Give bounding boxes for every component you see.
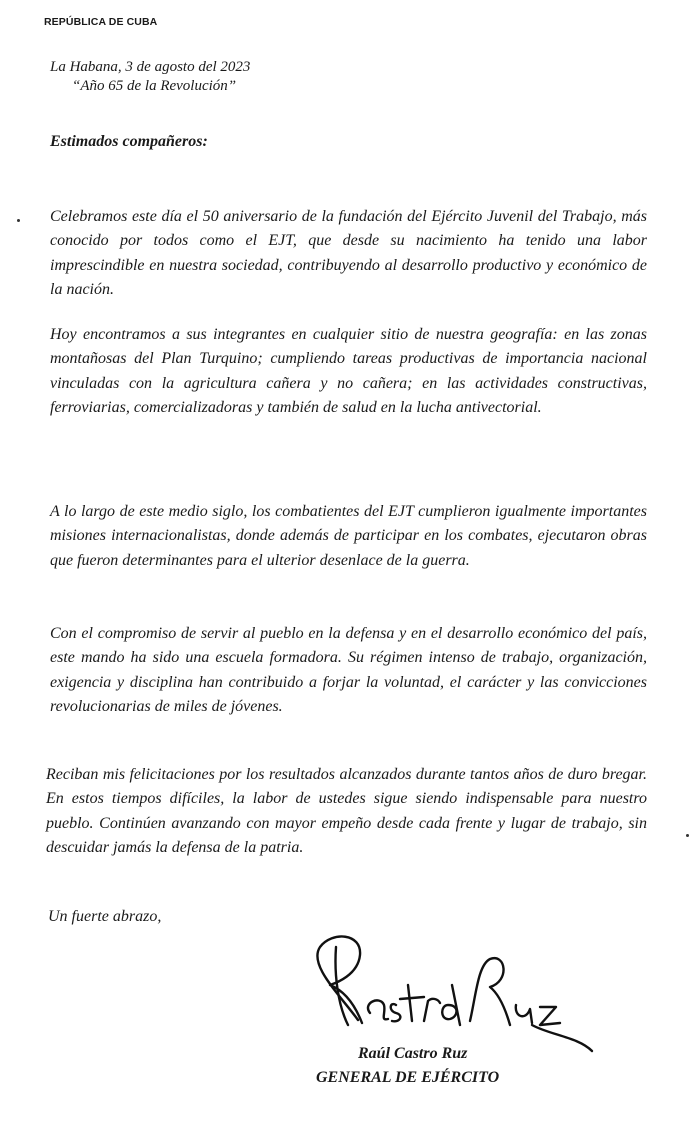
handwritten-signature [300, 925, 600, 1055]
year-motto: “Año 65 de la Revolución” [72, 78, 237, 94]
body-paragraph-5: Reciban mis felicitaciones por los resultados alcanzados durante tantos años de duro bregar. En estos tiempos difíciles, la labor de ustedes sigue siendo indispensable para nuestro pueblo. Continúen avanzando con mayor empeño desde cada frente y lugar de trabajo, sin descuidar jamás la defensa de la patria. [46, 766, 647, 857]
place-date: La Habana, 3 de agosto del 2023 [50, 59, 251, 75]
paper-speck [17, 219, 20, 222]
salutation: Estimados compañeros: [50, 133, 208, 150]
body-paragraph-1: Celebramos este día el 50 aniversario de la fundación del Ejército Juvenil del Trabajo, más conocido por todos como el EJT, que desde su nacimiento ha tenido una labor imprescindible en nuestra sociedad, contribuyendo al desarrollo productivo y económico de la nación. [50, 208, 647, 299]
body-paragraph-3: A lo largo de este medio siglo, los combatientes del EJT cumplieron igualmente importantes misiones internacionalistas, donde además de participar en los combates, ejecutaron obras que fueron determinantes para el ulterior desenlace de la guerra. [50, 503, 647, 569]
signer-title: GENERAL DE EJÉRCITO [316, 1069, 500, 1086]
paper-speck [686, 834, 689, 837]
dateline [50, 58, 250, 96]
signer-name: Raúl Castro Ruz [358, 1045, 468, 1062]
letterhead-country: REPÚBLICA DE CUBA [44, 16, 158, 28]
body-paragraph-2: Hoy encontramos a sus integrantes en cualquier sitio de nuestra geografía: en las zonas montañosas del Plan Turquino; cumpliendo tareas productivas de importancia nacional vinculadas con la agricultura cañera y no cañera; en las actividades constructivas, ferroviarias, comercializadoras y también de salud en la lucha antivectorial. [50, 326, 647, 417]
body-paragraph-4: Con el compromiso de servir al pueblo en la defensa y en el desarrollo económico del país, este mando ha sido una escuela formadora. Su régimen intenso de trabajo, organización, exigencia y disciplina han contribuido a forjar la voluntad, el carácter y las convicciones revolucionarias de miles de jóvenes. [50, 625, 647, 716]
closing: Un fuerte abrazo, [48, 908, 162, 925]
